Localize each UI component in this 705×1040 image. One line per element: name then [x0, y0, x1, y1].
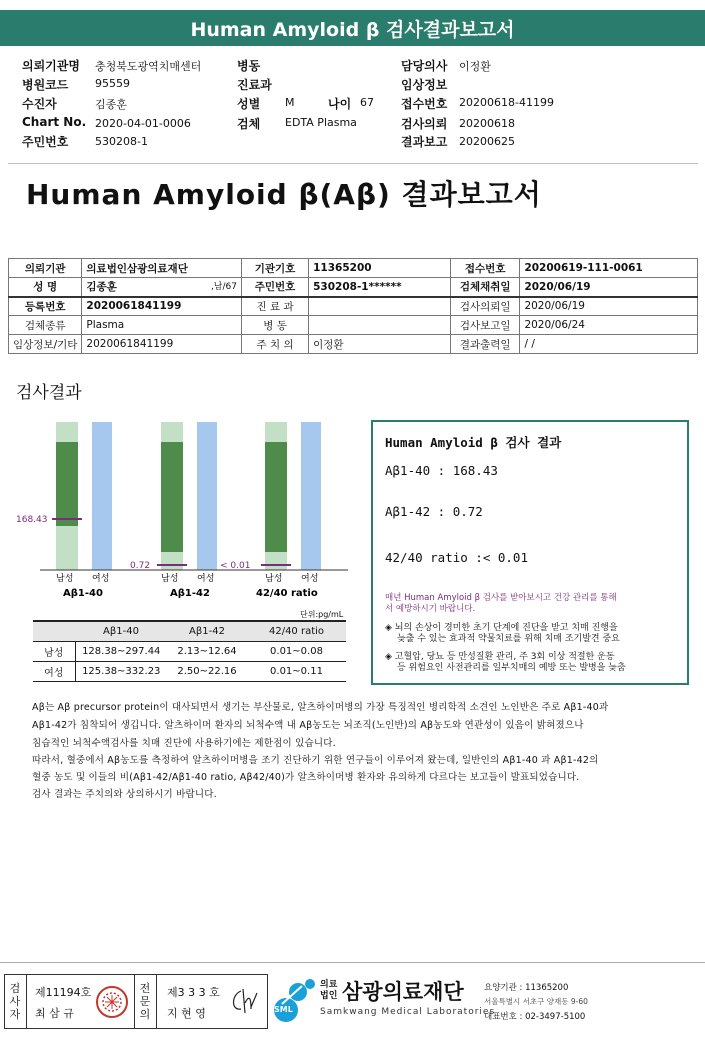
chart-group-ratio	[220, 422, 321, 599]
female-range-bar	[197, 422, 217, 570]
result-note: 서 예방하시기 바랍니다.	[385, 604, 476, 614]
male-range-dark-bar	[265, 442, 287, 552]
side-char: 의	[139, 1008, 151, 1021]
header-value: 67	[360, 96, 374, 109]
header-label: 병원코드	[22, 78, 69, 92]
org-phone: 대표번호 : 02-3497-5100	[484, 1012, 586, 1022]
org-name: 삼광의료재단	[342, 980, 464, 1004]
male-axis-label: 남성	[265, 574, 283, 584]
header-label: 검사의뢰	[401, 117, 448, 131]
table-cell: 검사보고일	[450, 316, 520, 335]
table-cell: 20200619-111-0061	[520, 259, 698, 278]
org-type-bottom: 법인	[320, 991, 338, 1001]
divider	[8, 163, 698, 164]
female-axis-label: 여성	[301, 574, 319, 584]
specialist-info	[157, 975, 267, 1028]
report-banner: Human Amyloid β 검사결과보고서	[0, 10, 705, 46]
table-cell: 11365200	[309, 259, 451, 278]
result-note: 매년 Human Amyloid β 검사를 받아보시고 건강 관리를 통해	[385, 593, 617, 603]
header-label: 수진자	[22, 97, 57, 111]
side-char: 검	[9, 982, 21, 995]
section-title: 검사결과	[16, 383, 82, 403]
header-label: 주민번호	[22, 135, 69, 149]
table-cell: 0.01~0.11	[247, 661, 346, 681]
table-cell: 검사의뢰일	[450, 297, 520, 316]
inspector-side-label	[5, 975, 27, 1028]
unit-label: 단위:pg/mL	[300, 610, 344, 619]
bullet-text: 등 위험요인 사전관리를 일부치매의 예방 또는 발병을 늦춤	[397, 663, 626, 673]
side-char: 사	[9, 995, 21, 1008]
table-row	[9, 316, 698, 335]
side-char: 자	[9, 1008, 21, 1021]
header-value: 20200618	[459, 117, 515, 130]
header-value: M	[285, 96, 295, 109]
table-header-cell: Aβ1-40	[75, 621, 167, 641]
table-cell: / /	[520, 335, 698, 354]
inspector-license: 제11194호	[35, 986, 92, 999]
specialist-name: 지 현 영	[167, 1007, 206, 1020]
patient-sex-age: ,남/67	[210, 282, 237, 293]
table-cell: 주 치 의	[241, 335, 308, 354]
header-label: 의뢰기관명	[22, 59, 80, 73]
table-cell: 의뢰기관	[9, 259, 82, 278]
header-label: 병동	[237, 59, 261, 73]
table-cell: 2020061841199	[82, 335, 242, 354]
explanation-line: 혈중 농도 및 이들의 비(Aβ1-42/Aβ1-40 ratio, Aβ42/40)가 알츠하이머병 환자와 유의하게 다르다는 보고들이 발표되었습니다.	[32, 772, 580, 783]
table-cell: 임상정보/기타	[9, 335, 82, 354]
table-cell: 검체채취일	[450, 278, 520, 297]
female-axis-label: 여성	[197, 574, 215, 584]
table-row	[9, 278, 698, 297]
inspector-name: 최 삼 규	[35, 1007, 74, 1020]
header-value: 2020-04-01-0006	[95, 117, 191, 130]
seal-stamp-icon	[95, 985, 129, 1019]
explanation-line: 침습적인 뇌척수액검사를 치매 진단에 사용하기에는 제한점이 있습니다.	[32, 738, 336, 749]
table-cell: 2020/06/19	[520, 278, 698, 297]
table-cell: 2020/06/19	[520, 297, 698, 316]
specialist-side-label	[135, 975, 157, 1028]
table-header-row	[33, 621, 346, 641]
header-label: 진료과	[237, 78, 272, 92]
header-label: 접수번호	[401, 97, 448, 111]
explanation-line: Aβ1-42가 침착되어 생깁니다. 알츠하이머 환자의 뇌척수액 내 Aβ농도는 뇌조직(노인반)의 Aβ농도와 연관성이 있음이 밝혀졌으나	[32, 720, 584, 731]
chart-group-ab40	[16, 422, 112, 599]
table-cell: 등록번호	[9, 297, 82, 316]
result-summary-box	[371, 420, 689, 685]
table-cell: 기관기호	[241, 259, 308, 278]
table-cell: 여성	[33, 661, 75, 681]
table-cell: 128.38~297.44	[75, 641, 167, 661]
header-label: 결과보고	[401, 135, 448, 149]
result-ab42: Aβ1-42 : 0.72	[385, 504, 483, 519]
logo-text: SML	[274, 1005, 293, 1014]
female-range-bar	[92, 422, 112, 570]
specialist-license: 제3 3 3 호	[167, 986, 220, 999]
explanation-line: Aβ는 Aβ precursor protein이 대사되면서 생기는 부산물로, 알츠하이머병의 가장 특징적인 병리학적 소견인 노인반은 주로 Aβ1-40과	[32, 702, 609, 713]
female-axis-label: 여성	[92, 574, 110, 584]
bullet-text: 뇌의 손상이 경미한 초기 단계에 진단을 받고 치매 진행을	[394, 623, 618, 633]
table-row	[33, 661, 346, 681]
table-row	[9, 335, 698, 354]
table-cell: Plasma	[82, 316, 242, 335]
side-char: 문	[139, 995, 151, 1008]
page-title: Human Amyloid β(Aβ) 결과보고서	[26, 178, 542, 211]
result-ratio: 42/40 ratio :< 0.01	[385, 550, 528, 565]
result-ab40: Aβ1-40 : 168.43	[385, 463, 498, 478]
table-header-cell: 42/40 ratio	[247, 621, 346, 641]
footer-divider	[0, 962, 705, 963]
table-cell: 2020061841199	[82, 297, 242, 316]
header-value: EDTA Plasma	[285, 116, 357, 129]
result-chart	[10, 418, 355, 603]
table-cell: 병 동	[241, 316, 308, 335]
sml-logo-icon	[272, 976, 320, 1024]
group-label: Aβ1-42	[170, 588, 210, 599]
table-cell: 530208-1******	[309, 278, 451, 297]
table-row	[9, 259, 698, 278]
header-label: 나이	[328, 97, 352, 111]
table-row	[33, 641, 346, 661]
table-cell	[309, 297, 451, 316]
org-name-en: Samkwang Medical Laboratories	[320, 1007, 496, 1017]
bullet-2: ◈ 고혈압, 당뇨 등 만성질환 관리, 주 3회 이상 적절한 운동	[385, 652, 615, 662]
org-type	[320, 980, 337, 1002]
patient-name: 김종훈	[86, 281, 117, 294]
bullet-1: ◈ 뇌의 손상이 경미한 초기 단계에 진단을 받고 치매 진행을	[385, 623, 618, 633]
table-cell: 진 료 과	[241, 297, 308, 316]
sml-logo	[272, 976, 320, 1024]
marker-label: < 0.01	[220, 561, 251, 571]
table-cell: 성 명	[9, 278, 82, 297]
chart-group-ab42	[130, 422, 217, 599]
table-cell: 남성	[33, 641, 75, 661]
signature-box	[4, 974, 268, 1029]
result-box-title: Human Amyloid β 검사 결과	[385, 435, 562, 450]
signature-icon	[227, 985, 261, 1017]
table-header-cell: Aβ1-42	[167, 621, 247, 641]
table-cell: 검체종류	[9, 316, 82, 335]
male-axis-label: 남성	[161, 574, 179, 584]
org-address: 서울특별시 서초구 양재동 9-60	[484, 997, 588, 1006]
header-value: 530208-1	[95, 135, 148, 148]
header-value: 20200618-41199	[459, 96, 554, 109]
table-cell: 접수번호	[450, 259, 520, 278]
table-cell: 주민번호	[241, 278, 308, 297]
table-cell: 2020/06/24	[520, 316, 698, 335]
header-value: 이정환	[459, 60, 491, 73]
marker-label: 168.43	[16, 515, 48, 525]
header-label: 임상정보	[401, 78, 448, 92]
patient-info-table	[8, 258, 698, 354]
header-value: 김종훈	[95, 98, 127, 111]
org-code: 요양기관 : 11365200	[484, 983, 569, 993]
marker-label: 0.72	[130, 561, 151, 571]
header-label: Chart No.	[22, 115, 87, 129]
org-type-top: 의료	[320, 980, 338, 990]
header-label: 검체	[237, 117, 261, 131]
male-range-dark-bar	[161, 442, 183, 552]
table-cell: 결과출력일	[450, 335, 520, 354]
male-axis-label: 남성	[56, 574, 74, 584]
table-cell: 2.50~22.16	[167, 661, 247, 681]
explanation-line: 따라서, 혈중에서 Aβ농도를 측정하여 알츠하이머병을 조기 진단하기 위한 연구들이 이루어져 왔는데, 일반인의 Aβ1-40 과 Aβ1-42의	[32, 755, 599, 766]
bullet-text: 늦출 수 있는 효과적 약물치료를 위해 치매 조기발견 중요	[397, 634, 620, 644]
table-cell	[309, 316, 451, 335]
table-cell: 0.01~0.08	[247, 641, 346, 661]
table-cell	[82, 278, 242, 297]
group-label: 42/40 ratio	[256, 588, 318, 599]
table-header-cell	[33, 621, 75, 641]
header-label: 성별	[237, 97, 261, 111]
explanation-line: 검사 결과는 주치의와 상의하시기 바랍니다.	[32, 789, 217, 800]
table-cell: 의료법인삼광의료재단	[82, 259, 242, 278]
male-range-dark-bar	[56, 442, 78, 526]
reference-range-table	[33, 620, 346, 682]
female-range-bar	[301, 422, 321, 570]
bullet-text: 고혈압, 당뇨 등 만성질환 관리, 주 3회 이상 적절한 운동	[394, 652, 615, 662]
table-cell: 2.13~12.64	[167, 641, 247, 661]
header-value: 충청북도광역치매센터	[95, 60, 202, 73]
table-row	[9, 297, 698, 316]
inspector-info	[27, 975, 135, 1028]
table-cell: 이정환	[309, 335, 451, 354]
table-cell: 125.38~332.23	[75, 661, 167, 681]
side-char: 전	[139, 982, 151, 995]
header-value: 95559	[95, 77, 130, 90]
header-value: 20200625	[459, 135, 515, 148]
header-label: 담당의사	[401, 59, 448, 73]
group-label: Aβ1-40	[63, 588, 103, 599]
